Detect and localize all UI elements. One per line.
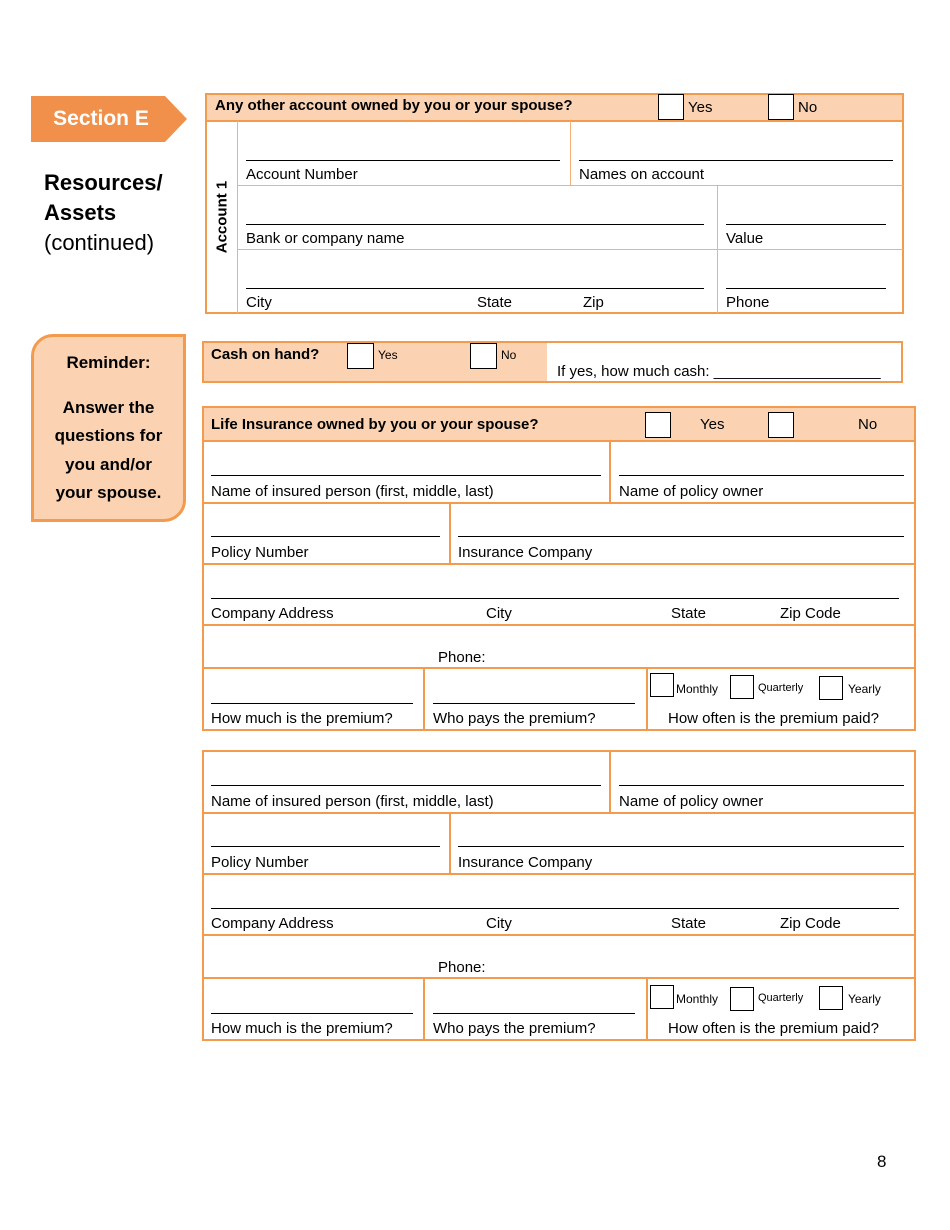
company-city-label-2: City (486, 915, 512, 932)
title-line3: (continued) (44, 230, 155, 255)
quarterly-checkbox-2[interactable] (730, 987, 754, 1011)
other-account-question: Any other account owned by you or your spouse? (215, 97, 573, 114)
premium-frequency-label: How often is the premium paid? (668, 710, 879, 727)
quarterly-checkbox[interactable] (730, 675, 754, 699)
reminder-line4: your spouse. (55, 483, 162, 502)
zip-label: Zip (583, 294, 604, 311)
cash-amount-field[interactable]: If yes, how much cash: ____________________ (557, 363, 881, 380)
company-city-label: City (486, 605, 512, 622)
value-field[interactable] (726, 224, 886, 225)
company-zip-label-2: Zip Code (780, 915, 841, 932)
reminder-line1: Answer the (62, 397, 155, 417)
other-account-no-checkbox[interactable] (768, 94, 794, 120)
city-label: City (246, 294, 272, 311)
account-side-label (207, 121, 237, 313)
premium-amount-label-2: How much is the premium? (211, 1020, 393, 1037)
bank-name-field[interactable] (246, 224, 704, 225)
section-tab (31, 96, 187, 142)
policy-number-label: Policy Number (211, 544, 309, 561)
policy-owner-label: Name of policy owner (619, 483, 764, 500)
cash-question: Cash on hand? (211, 346, 320, 363)
page-number: 8 (877, 1152, 887, 1171)
life-insurance-question: Life Insurance owned by you or your spouse? (211, 416, 539, 433)
insured-name-label-2: Name of insured person (first, middle, last) (211, 793, 494, 810)
life-insurance-yes-checkbox[interactable] (645, 412, 671, 438)
policy-number-field-2[interactable] (211, 846, 440, 847)
life-insurance-no-checkbox[interactable] (768, 412, 794, 438)
policy-number-label-2: Policy Number (211, 854, 309, 871)
policy-owner-field-2[interactable] (619, 785, 904, 786)
company-phone-label-2[interactable]: Phone: (438, 959, 486, 976)
reminder-box (31, 334, 186, 522)
cash-no-label: No (501, 348, 517, 362)
policy-number-field[interactable] (211, 536, 440, 537)
monthly-label-2: Monthly (676, 992, 719, 1006)
life-insurance-no-label: No (858, 416, 878, 433)
premium-frequency-label-2: How often is the premium paid? (668, 1020, 879, 1037)
account-phone-label: Phone (726, 294, 770, 311)
other-account-yes-label: Yes (688, 99, 713, 116)
cash-no-checkbox[interactable] (470, 343, 497, 369)
yearly-checkbox[interactable] (819, 676, 843, 700)
title-line1: Resources/ (44, 170, 163, 195)
yearly-label: Yearly (848, 682, 881, 696)
premium-amount-label: How much is the premium? (211, 710, 393, 727)
title-line2: Assets (44, 200, 117, 225)
account-number-label: Account Number (246, 166, 358, 183)
policy-owner-label-2: Name of policy owner (619, 793, 764, 810)
insurance-company-field-2[interactable] (458, 846, 904, 847)
other-account-yes-checkbox[interactable] (658, 94, 684, 120)
names-on-account-label: Names on account (579, 166, 705, 183)
bank-name-label: Bank or company name (246, 230, 405, 247)
insured-name-field-2[interactable] (211, 785, 601, 786)
premium-amount-field-2[interactable] (211, 1013, 413, 1014)
insurance-company-label-2: Insurance Company (458, 854, 593, 871)
yearly-label-2: Yearly (848, 992, 881, 1006)
company-zip-label: Zip Code (780, 605, 841, 622)
other-account-no-label: No (798, 99, 818, 116)
company-state-label: State (671, 605, 707, 622)
premium-payer-label-2: Who pays the premium? (433, 1020, 596, 1037)
insurance-company-label: Insurance Company (458, 544, 593, 561)
monthly-checkbox-2[interactable] (650, 985, 674, 1009)
yearly-checkbox-2[interactable] (819, 986, 843, 1010)
insurance-company-field[interactable] (458, 536, 904, 537)
policy-owner-field[interactable] (619, 475, 904, 476)
premium-payer-label: Who pays the premium? (433, 710, 596, 727)
company-address-field[interactable] (211, 598, 899, 599)
insured-name-field[interactable] (211, 475, 601, 476)
premium-payer-field-2[interactable] (433, 1013, 635, 1014)
account-1-label: Account 1 (213, 180, 231, 254)
premium-amount-field[interactable] (211, 703, 413, 704)
section-label: Section E (53, 107, 149, 130)
company-address-field-2[interactable] (211, 908, 899, 909)
quarterly-label-2: Quarterly (758, 992, 804, 1004)
company-state-label-2: State (671, 915, 707, 932)
section-title (44, 168, 163, 258)
account-phone-field[interactable] (726, 288, 886, 289)
company-address-label: Company Address (211, 605, 334, 622)
reminder-line2: questions for (54, 426, 163, 445)
quarterly-label: Quarterly (758, 682, 804, 694)
company-phone-label[interactable]: Phone: (438, 649, 486, 666)
reminder-title: Reminder: (66, 353, 151, 372)
cash-yes-label: Yes (378, 348, 398, 362)
monthly-label: Monthly (676, 682, 719, 696)
premium-payer-field[interactable] (433, 703, 635, 704)
reminder-line3: you and/or (65, 454, 152, 474)
insured-name-label: Name of insured person (first, middle, last) (211, 483, 494, 500)
account-number-field[interactable] (246, 160, 560, 161)
names-on-account-field[interactable] (579, 160, 893, 161)
life-insurance-yes-label: Yes (700, 416, 725, 433)
city-state-zip-field[interactable] (246, 288, 704, 289)
cash-yes-checkbox[interactable] (347, 343, 374, 369)
value-label: Value (726, 230, 764, 247)
other-account-box (205, 93, 904, 314)
monthly-checkbox[interactable] (650, 673, 674, 697)
state-label: State (477, 294, 513, 311)
company-address-label-2: Company Address (211, 915, 334, 932)
